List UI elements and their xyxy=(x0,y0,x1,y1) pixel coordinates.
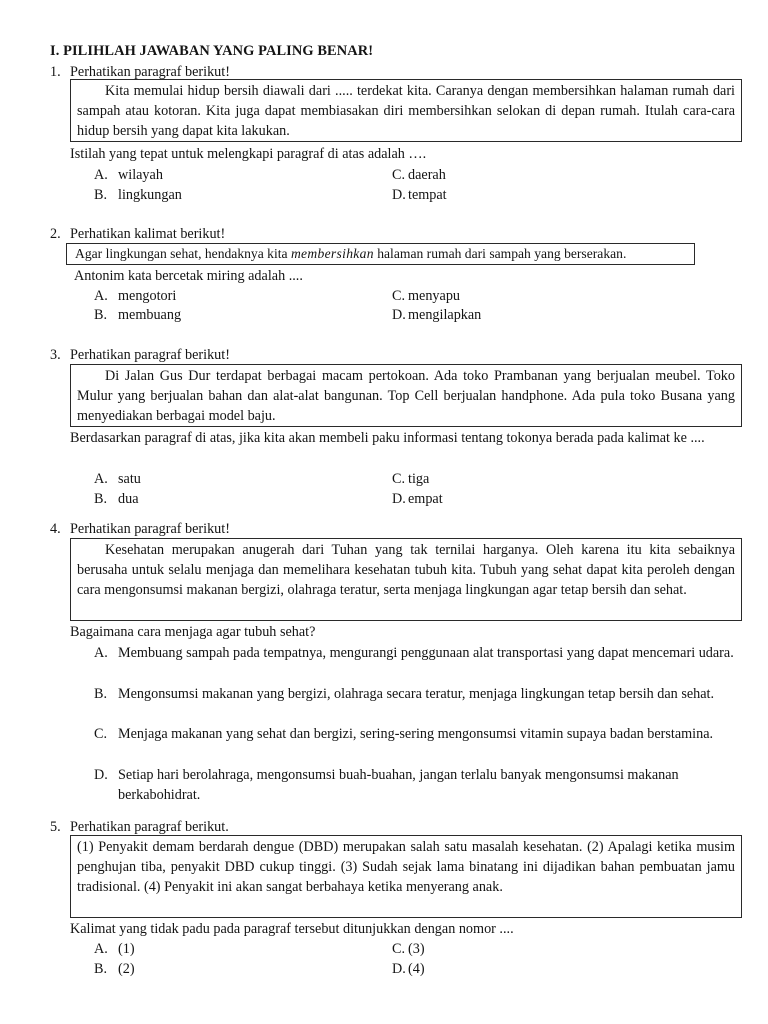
option-c[interactable] xyxy=(392,939,425,959)
question-number: 4. xyxy=(50,521,61,537)
option-b[interactable] xyxy=(94,185,182,205)
option-c[interactable] xyxy=(392,286,460,306)
passage-box xyxy=(70,364,742,427)
option-letter: D. xyxy=(392,491,406,507)
option-text: (2) xyxy=(118,961,135,977)
option-d[interactable] xyxy=(94,765,734,805)
option-text: lingkungan xyxy=(118,187,182,203)
option-letter: A. xyxy=(94,288,108,304)
option-letter: A. xyxy=(94,645,108,661)
question-number: 5. xyxy=(50,819,61,835)
sentence-box xyxy=(66,243,695,265)
passage-box xyxy=(70,835,742,918)
question-prompt: Perhatikan paragraf berikut! xyxy=(70,64,230,80)
question-prompt: Perhatikan paragraf berikut! xyxy=(70,347,230,363)
question-prompt: Perhatikan kalimat berikut! xyxy=(70,226,226,242)
option-text: empat xyxy=(408,491,443,507)
option-d[interactable] xyxy=(392,489,443,509)
option-text: menyapu xyxy=(408,288,461,304)
option-a[interactable] xyxy=(94,286,176,306)
passage-text: Kita memulai hidup bersih diawali dari ..... terdekat kita. Caranya dengan membersihkan halaman rumah dari sampah atau kotoran. Kita juga dapat membiasakan diri membersihkan selokan di depan rumah. Itulah cara-cara hidup bersih yang dapat kita lakukan. xyxy=(77,83,735,139)
option-text: (4) xyxy=(408,961,425,977)
option-letter: B. xyxy=(94,961,108,977)
sentence-part: Agar lingkungan sehat, hendaknya kita xyxy=(75,246,291,261)
option-letter: D. xyxy=(392,961,406,977)
option-a[interactable] xyxy=(94,469,141,489)
question-prompt: Perhatikan paragraf berikut. xyxy=(70,819,229,835)
question-text: Bagaimana cara menjaga agar tubuh sehat? xyxy=(70,624,316,640)
option-c[interactable] xyxy=(392,165,446,185)
question-number: 1. xyxy=(50,64,61,80)
option-letter: D. xyxy=(392,307,406,323)
option-text: tempat xyxy=(408,187,447,203)
option-text: Mengonsumsi makanan yang bergizi, olahraga secara teratur, menjaga lingkungan tetap bersih dan sehat. xyxy=(118,686,715,702)
option-text: (1) xyxy=(118,941,135,957)
option-letter: C. xyxy=(392,167,406,183)
passage-text: (1) Penyakit demam berdarah dengue (DBD) merupakan salah satu masalah kesehatan. (2) Apalagi ketika musim penghujan tiba, penyakit DBD cukup tinggi. (3) Sudah sejak lama binatang ini dijadikan bahan pembuatan jamu tradisional. (4) Penyakit ini akan sangat berbahaya ketika menyerang anak. xyxy=(77,839,735,895)
italic-word: membersihkan xyxy=(290,246,374,261)
section-title: I. PILIHLAH JAWABAN YANG PALING BENAR! xyxy=(50,43,374,59)
question-text: Istilah yang tepat untuk melengkapi paragraf di atas adalah …. xyxy=(70,146,427,162)
option-letter: B. xyxy=(94,187,108,203)
option-text: tiga xyxy=(408,471,430,487)
option-letter: B. xyxy=(94,491,108,507)
option-text: membuang xyxy=(118,307,182,323)
option-letter: C. xyxy=(392,288,406,304)
option-text: mengotori xyxy=(118,288,177,304)
option-c[interactable] xyxy=(392,469,429,489)
question-prompt: Perhatikan paragraf berikut! xyxy=(70,521,230,537)
passage-text: Kesehatan merupakan anugerah dari Tuhan yang tak ternilai harganya. Oleh karena itu kita sebaiknya berusaha untuk selalu menjaga dan memelihara kesehatan tubuh kita. Tubuh yang sehat dapat kita peroleh dengan cara mengonsumsi makanan bergizi, olahraga teratur, serta menjaga lingkungan agar tetap bersih dan sehat. xyxy=(77,542,735,598)
option-a[interactable] xyxy=(94,643,734,663)
option-text: (3) xyxy=(408,941,425,957)
option-letter: C. xyxy=(392,941,406,957)
option-letter: C. xyxy=(94,726,108,742)
option-a[interactable] xyxy=(94,165,163,185)
option-b[interactable] xyxy=(94,959,135,979)
passage-text: Di Jalan Gus Dur terdapat berbagai macam pertokoan. Ada toko Prambanan yang berjualan meubel. Toko Mulur yang berjualan bahan dan alat-alat bangunan. Top Cell berjualan handphone. Ada pula toko Busana yang menyediakan berbagai model baju. xyxy=(77,368,735,424)
option-text: dua xyxy=(118,491,139,507)
option-letter: C. xyxy=(392,471,406,487)
option-text: Membuang sampah pada tempatnya, mengurangi penggunaan alat transportasi yang dapat mencemari udara. xyxy=(118,645,734,661)
option-text: satu xyxy=(118,471,141,487)
question-text: Berdasarkan paragraf di atas, jika kita akan membeli paku informasi tentang tokonya berada pada kalimat ke .... xyxy=(70,430,705,446)
option-text: wilayah xyxy=(118,167,163,183)
option-text: Setiap hari berolahraga, mengonsumsi buah-buahan, jangan terlalu banyak mengonsumsi makanan berkabohidrat. xyxy=(118,767,679,803)
passage-box xyxy=(70,538,742,621)
question-text: Kalimat yang tidak padu pada paragraf tersebut ditunjukkan dengan nomor .... xyxy=(70,921,514,937)
option-d[interactable] xyxy=(392,185,447,205)
option-text: daerah xyxy=(408,167,446,183)
passage-box xyxy=(70,79,742,142)
option-letter: B. xyxy=(94,686,108,702)
option-b[interactable] xyxy=(94,489,139,509)
option-a[interactable] xyxy=(94,939,135,959)
option-c[interactable] xyxy=(94,724,734,744)
option-letter: D. xyxy=(94,767,108,783)
option-letter: A. xyxy=(94,167,108,183)
option-text: mengilapkan xyxy=(408,307,482,323)
option-text: Menjaga makanan yang sehat dan bergizi, sering-sering mengonsumsi vitamin supaya badan berstamina. xyxy=(118,726,714,742)
option-letter: B. xyxy=(94,307,108,323)
option-b[interactable] xyxy=(94,684,734,704)
option-letter: A. xyxy=(94,471,108,487)
option-b[interactable] xyxy=(94,305,181,325)
sentence-part: halaman rumah dari sampah yang berserakan. xyxy=(373,246,627,261)
question-number: 3. xyxy=(50,347,61,363)
option-d[interactable] xyxy=(392,305,481,325)
question-number: 2. xyxy=(50,226,61,242)
option-d[interactable] xyxy=(392,959,425,979)
option-letter: D. xyxy=(392,187,406,203)
option-letter: A. xyxy=(94,941,108,957)
question-text: Antonim kata bercetak miring adalah .... xyxy=(74,268,303,284)
